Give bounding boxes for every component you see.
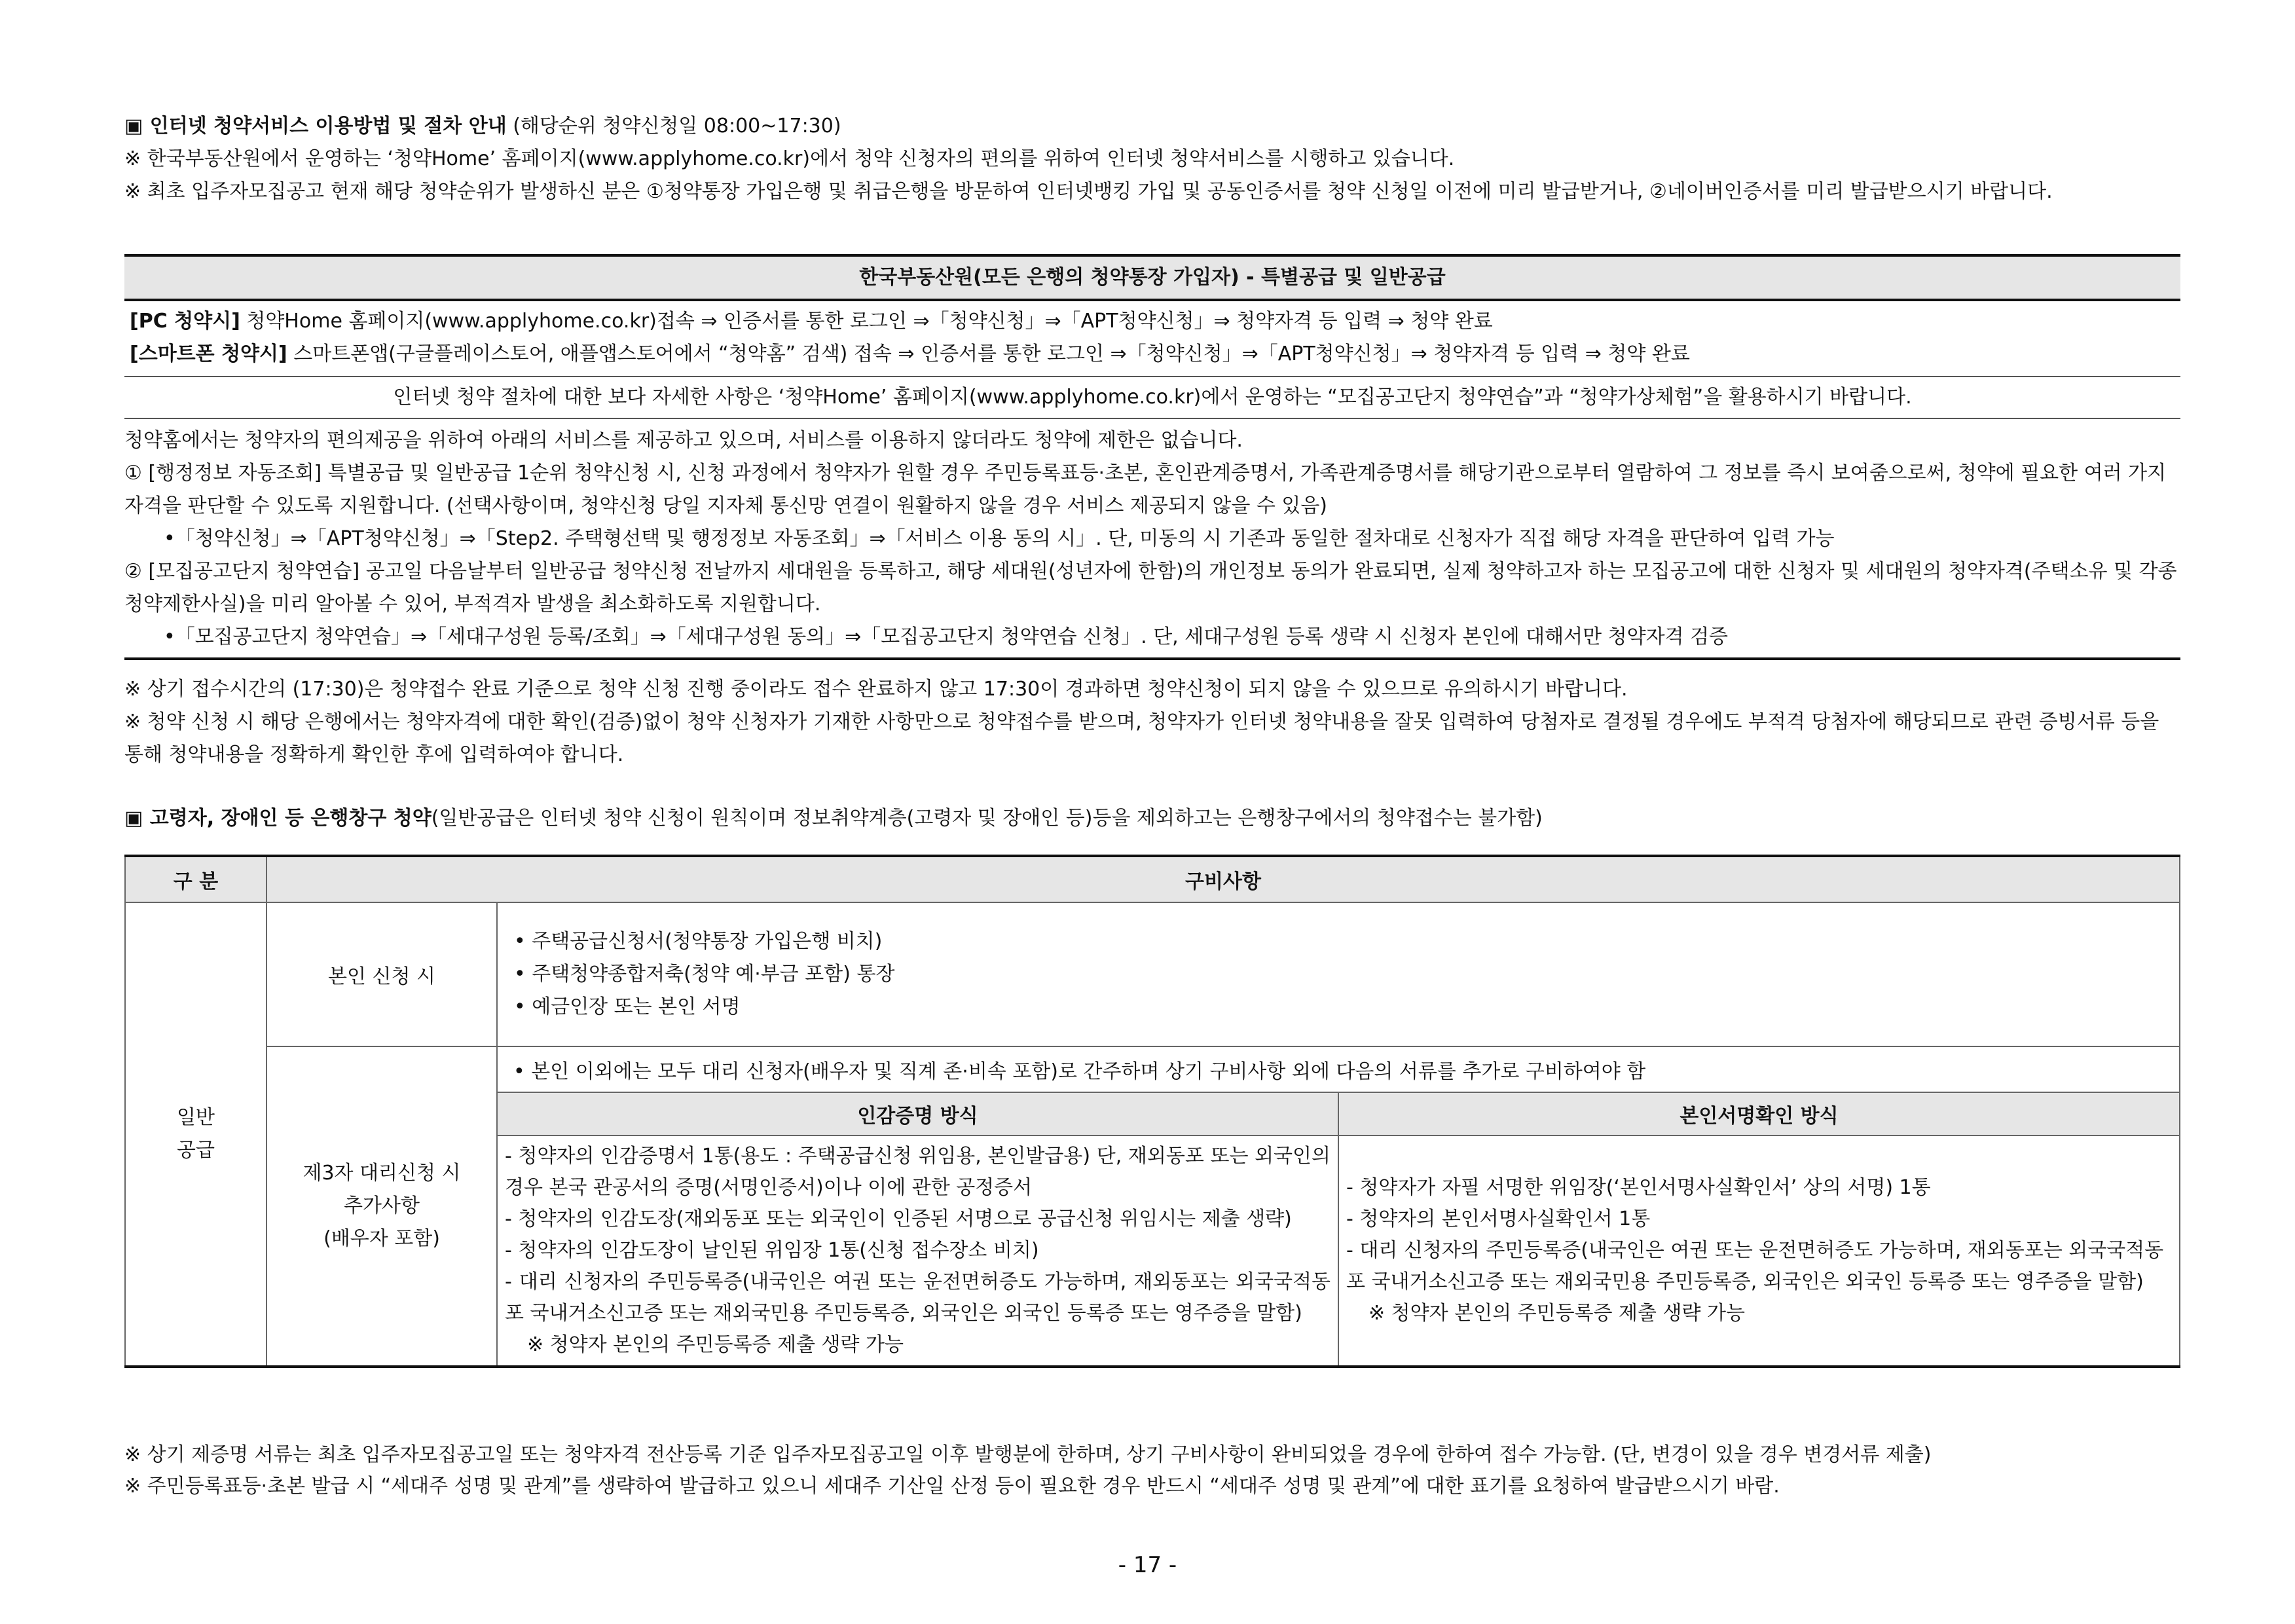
service-item-1: ① [행정정보 자동조회] 특별공급 및 일반공급 1순위 청약신청 시, 신청 과정에서 청약자가 원할 경우 주민등록표등·초본, 혼인관계증명서, 가족관계증명서를 해당기관으로부터 열람하여 그 정보를 즉시 보여줌으로써, 청약에 필요한 여러 가지 자격을 판단할 수 있도록 지원합니다. (선택사항이며, 청약신청 당일 지자체 통신망 연결이 원활하지 않을 경우 서비스 제공되지 않을 수 있음) bbox=[124, 462, 2167, 517]
col-header-requirements: 구비사항 bbox=[266, 856, 2180, 902]
seal-note: ※ 청약자 본인의 주민등록증 제출 생략 가능 bbox=[527, 1333, 904, 1356]
proxy-apply-label: 제3자 대리신청 시 추가사항 (배우자 포함) bbox=[266, 1046, 497, 1367]
list-item: - 대리 신청자의 주민등록증(내국인은 여권 또는 운전면허증도 가능하며, 재외동포는 외국국적동포 국내거소신고증 또는 재외국민용 주민등록증, 외국인은 외국인 등록증 또는 영주증을 말함) bbox=[505, 1270, 1331, 1325]
mobile-text: 스마트폰앱(구글플레이스토어, 애플앱스토어에서 “청약홈” 검색) 접속 ⇒ 인증서를 통한 로그인 ⇒「청약신청」⇒「APT청약신청」⇒ 청약자격 등 입력 ⇒ 청약 완료 bbox=[287, 342, 1690, 365]
signature-list bbox=[1340, 1168, 2178, 1333]
service-intro: 청약홈에서는 청약자의 편의제공을 위하여 아래의 서비스를 제공하고 있으며, 서비스를 이용하지 않더라도 청약에 제한은 없습니다. bbox=[124, 429, 1243, 452]
pc-procedure bbox=[124, 305, 2180, 338]
list-item: • 예금인장 또는 본인 서명 bbox=[514, 995, 741, 1018]
service-item-1-sub: •「청약신청」⇒「APT청약신청」⇒「Step2. 주택형선택 및 행정정보 자동조회」⇒「서비스 이용 동의 시」. 단, 미동의 시 기존과 동일한 절차대로 신청자가 직접 해당 자격을 판단하여 입력 가능 bbox=[164, 527, 1835, 550]
section-title-internet bbox=[124, 115, 841, 138]
proxy-methods-cell bbox=[497, 1092, 2180, 1367]
section-title-bank bbox=[124, 807, 1543, 830]
section-title-rest: (해당순위 청약신청일 08:00~17:30) bbox=[506, 115, 841, 138]
method-seal-items bbox=[498, 1135, 1338, 1365]
note-verification: ※ 청약 신청 시 해당 은행에서는 청약자격에 대한 확인(검증)없이 청약 신청자가 기재한 사항만으로 청약접수를 받으며, 청약자가 인터넷 청약내용을 잘못 입력하여 당첨자로 결정될 경우에도 부적격 당첨자에 해당되므로 관련 증빙서류 등을 통해 청약내용을 정확하게 확인한 후에 입력하여야 합니다. bbox=[124, 710, 2159, 766]
section2-title-bold: ▣ 고령자, 장애인 등 은행창구 청약 bbox=[124, 807, 431, 830]
list-item: - 대리 신청자의 주민등록증(내국인은 여권 또는 운전면허증도 가능하며, 재외동포는 외국국적동포 국내거소신고증 또는 재외국민용 주민등록증, 외국인은 외국인 등록증 또는 영주증을 말함) bbox=[1346, 1239, 2164, 1293]
list-item: - 청약자가 자필 서명한 위임장(‘본인서명사실확인서’ 상의 서명) 1통 bbox=[1346, 1176, 1931, 1199]
box-guide: 인터넷 청약 절차에 대한 보다 자세한 사항은 ‘청약Home’ 홈페이지(www.applyhome.co.kr)에서 운영하는 “모집공고단지 청약연습”과 “청약가상체험”을 활용하시기 바랍니다. bbox=[393, 386, 1912, 409]
page-number: - 17 - bbox=[1118, 1552, 1177, 1578]
list-item: • 주택공급신청서(청약통장 가입은행 비치) bbox=[514, 930, 883, 953]
mobile-label: [스마트폰 청약시] bbox=[130, 342, 287, 365]
service-item-2: ② [모집공고단지 청약연습] 공고일 다음날부터 일반공급 청약신청 전날까지 세대원을 등록하고, 해당 세대원(성년자에 한함)의 개인정보 동의가 완료되면, 실제 청약하고자 하는 모집공고에 대한 신청자 및 세대원의 청약자격(주택소유 및 각종 청약제한사실)을 미리 알아볼 수 있어, 부적격자 발생을 최소화하도록 지원합니다. bbox=[124, 560, 2177, 616]
seal-list bbox=[498, 1137, 1337, 1365]
proxy-note: • 본인 이외에는 모두 대리 신청자(배우자 및 직계 존·비속 포함)로 간주하며 상기 구비사항 외에 다음의 서류를 추가로 구비하여야 함 bbox=[497, 1046, 2180, 1092]
self-apply-items bbox=[497, 902, 2180, 1046]
note-closing-time: ※ 상기 접수시간의 (17:30)은 청약접수 완료 기준으로 청약 신청 진행 중이라도 접수 완료하지 않고 17:30이 경과하면 청약신청이 되지 않을 수 있으므로 유의하시기 바랍니다. bbox=[124, 678, 1628, 701]
note-applyhome: ※ 한국부동산원에서 운영하는 ‘청약Home’ 홈페이지(www.applyhome.co.kr)에서 청약 신청자의 편의를 위하여 인터넷 청약서비스를 시행하고 있습니다. bbox=[124, 147, 1455, 170]
list-item: - 청약자의 인감증명서 1통(용도 : 주택공급신청 위임용, 본인발급용) 단, 재외동포 또는 외국인의 경우 본국 관공서의 증명(서명인증서)이나 이에 관한 공정증서 bbox=[505, 1145, 1331, 1199]
section2-title-rest: (일반공급은 인터넷 청약 신청이 원칙이며 정보취약계층(고령자 및 장애인 등)등을 제외하고는 은행창구에서의 청약접수는 불가함) bbox=[431, 807, 1543, 830]
col-header-category: 구 분 bbox=[125, 856, 266, 902]
footnote-resident-register: ※ 주민등록표등·초본 발급 시 “세대주 성명 및 관계”를 생략하여 발급하고 있으니 세대주 기산일 산정 등이 필요한 경우 반드시 “세대주 성명 및 관계”에 대한 표기를 요청하여 발급받으시기 바람. bbox=[124, 1475, 1780, 1498]
requirements-table bbox=[124, 855, 2180, 1368]
group-general-supply: 일반 공급 bbox=[125, 902, 266, 1367]
footnote-certificates: ※ 상기 제증명 서류는 최초 입주자모집공고일 또는 청약자격 전산등록 기준 입주자모집공고일 이후 발행분에 한하며, 상기 구비사항이 완비되었을 경우에 한하여 접수 가능함. (단, 변경이 있을 경우 변경서류 제출) bbox=[124, 1443, 1932, 1466]
self-apply-list bbox=[498, 920, 2178, 1029]
box-divider-2 bbox=[124, 418, 2180, 419]
list-item: • 주택청약종합저축(청약 예·부금 포함) 통장 bbox=[514, 963, 895, 986]
mobile-procedure bbox=[124, 338, 2180, 371]
note-certificate: ※ 최초 입주자모집공고 현재 해당 청약순위가 발생하신 분은 ①청약통장 가입은행 및 취급은행을 방문하여 인터넷뱅킹 가입 및 공동인증서를 청약 신청일 이전에 미리 발급받거나, ②네이버인증서를 미리 발급받으시기 바랍니다. bbox=[124, 180, 2053, 203]
signature-note: ※ 청약자 본인의 주민등록증 제출 생략 가능 bbox=[1368, 1302, 1746, 1325]
method-signature-items bbox=[1338, 1135, 2179, 1365]
proxy-methods-table bbox=[498, 1093, 2179, 1365]
service-item-2-sub: •「모집공고단지 청약연습」⇒「세대구성원 등록/조회」⇒「세대구성원 동의」⇒「모집공고단지 청약연습 신청」. 단, 세대구성원 등록 생략 시 신청자 본인에 대해서만 청약자격 검증 bbox=[124, 621, 2180, 660]
self-apply-label: 본인 신청 시 bbox=[266, 902, 497, 1046]
box-heading: 한국부동산원(모든 은행의 청약통장 가입자) - 특별공급 및 일반공급 bbox=[124, 254, 2180, 301]
list-item: - 청약자의 인감도장이 날인된 위임장 1통(신청 접수장소 비치) bbox=[505, 1239, 1039, 1262]
application-procedure-box bbox=[124, 254, 2180, 660]
pc-text: 청약Home 홈페이지(www.applyhome.co.kr)접속 ⇒ 인증서를 통한 로그인 ⇒「청약신청」⇒「APT청약신청」⇒ 청약자격 등 입력 ⇒ 청약 완료 bbox=[240, 310, 1493, 333]
list-item: - 청약자의 본인서명사실확인서 1통 bbox=[1346, 1208, 1651, 1230]
method-seal-header: 인감증명 방식 bbox=[498, 1093, 1338, 1135]
list-item: - 청약자의 인감도장(재외동포 또는 외국인이 인증된 서명으로 공급신청 위임시는 제출 생략) bbox=[505, 1208, 1292, 1230]
method-signature-header: 본인서명확인 방식 bbox=[1338, 1093, 2179, 1135]
pc-label: [PC 청약시] bbox=[130, 310, 240, 333]
section-title-bold: ▣ 인터넷 청약서비스 이용방법 및 절차 안내 bbox=[124, 115, 507, 138]
